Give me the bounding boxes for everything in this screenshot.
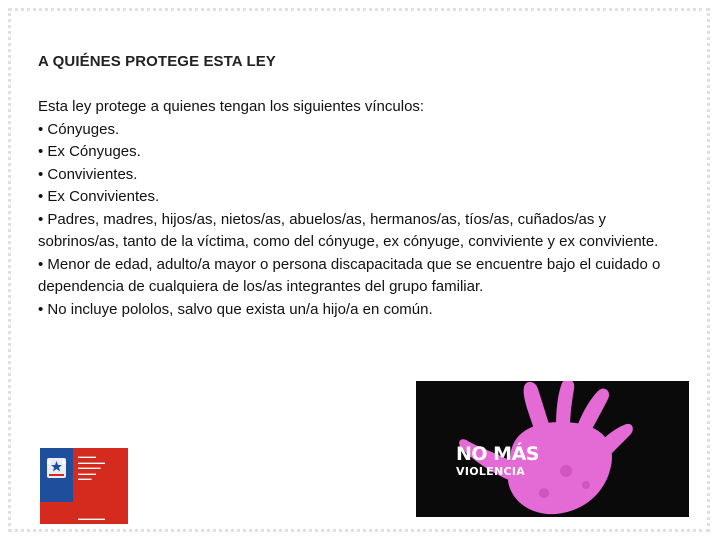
chile-government-crest-icon: [43, 454, 70, 484]
bullet-item: • Ex Convivientes.: [38, 188, 160, 205]
slide-body: [38, 96, 678, 321]
no-mas-violencia-image: [416, 381, 689, 517]
intro-text: Esta ley protege a quienes tengan los siguientes vínculos:: [38, 98, 425, 115]
campaign-subheadline: VIOLENCIA: [456, 465, 526, 478]
government-logo: [40, 448, 128, 524]
campaign-headline: NO MÁS: [456, 443, 539, 465]
logo-text-lines: ▬▬▬▬ ▬▬▬▬▬▬ ▬▬▬▬▬ ▬▬▬▬ ▬▬▬: [78, 454, 105, 481]
bullet-item: • Padres, madres, hijos/as, nietos/as, abuelos/as, hermanos/as, tíos/as, cuñados/as y sobrinos/as, tanto de la víctima, como del cónyuge, ex cónyuge, conviviente y ex conviviente.: [38, 210, 659, 250]
bullet-item: • Menor de edad, adulto/a mayor o persona discapacitada que se encuentre bajo el cuidado o dependencia de cualquiera de los/as integrantes del grupo familiar.: [38, 255, 661, 295]
slide-title: A QUIÉNES PROTEGE ESTA LEY: [38, 53, 276, 70]
logo-footer-line: ▬▬▬▬▬▬: [78, 516, 105, 521]
bullet-item: • Ex Cónyuges.: [38, 143, 141, 160]
bullet-item: • Convivientes.: [38, 165, 138, 183]
bullet-item: • Cónyuges.: [38, 120, 120, 138]
bullet-item: • No incluye pololos, salvo que exista un/a hijo/a en común.: [38, 300, 433, 318]
